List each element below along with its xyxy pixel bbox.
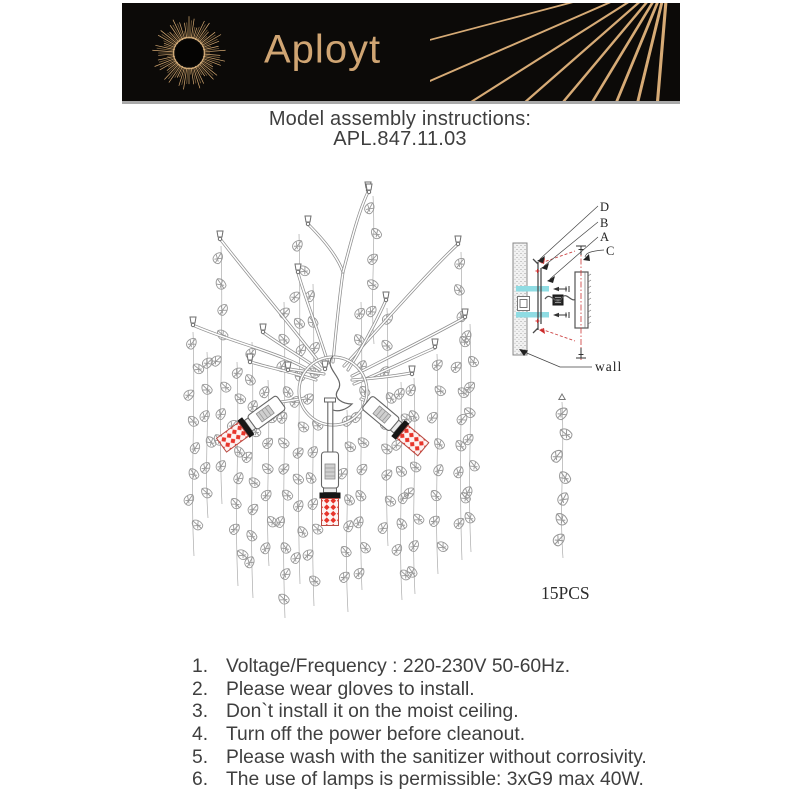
item-text: Don`t install it on the moist ceiling. <box>226 701 519 723</box>
model-number: APL.847.11.03 <box>333 127 467 150</box>
item-number: 1. <box>192 656 209 678</box>
label-wall: wall <box>595 359 623 374</box>
brand-name: Aployt <box>264 27 382 72</box>
list-item <box>192 656 732 679</box>
list-item <box>192 724 732 747</box>
item-text: The use of lamps is permissible: 3xG9 max 40W. <box>226 769 644 791</box>
item-number: 6. <box>192 769 209 791</box>
branch-tip-caps <box>190 182 468 376</box>
label-c: C <box>606 244 615 258</box>
label-d: D <box>600 200 610 214</box>
label-b: B <box>600 216 609 230</box>
center-lamp <box>320 452 341 526</box>
anchor-highlight-top <box>516 286 549 292</box>
screw-bottom <box>576 348 586 358</box>
item-text: Please wear gloves to install. <box>226 678 475 700</box>
screw-top <box>576 246 586 255</box>
backplate <box>575 272 588 328</box>
anchor-highlight-bottom <box>516 312 549 318</box>
label-a: A <box>600 230 610 244</box>
item-number: 4. <box>192 724 209 746</box>
right-lamp <box>360 394 430 457</box>
lamp-sockets <box>215 394 430 526</box>
instruction-list <box>152 656 732 792</box>
item-text: Voltage/Frequency : 220-230V 50-60Hz. <box>226 656 571 678</box>
doc-title: Model assembly instructions: <box>268 108 532 130</box>
item-number: 2. <box>192 678 209 700</box>
spare-strand <box>541 394 590 603</box>
junction-box <box>518 297 530 311</box>
item-number: 5. <box>192 746 209 768</box>
list-item <box>192 679 732 702</box>
item-text: Turn off the power before cleanout. <box>226 724 526 746</box>
list-item <box>192 747 732 770</box>
parts-count-label: 15PCS <box>541 583 590 603</box>
chandelier-branches <box>195 190 464 403</box>
item-text: Please wash with the sanitizer without corrosivity. <box>226 746 647 768</box>
item-number: 3. <box>192 701 209 723</box>
list-item <box>192 769 732 792</box>
list-item <box>192 701 732 724</box>
wall-mount-diagram <box>513 200 622 374</box>
